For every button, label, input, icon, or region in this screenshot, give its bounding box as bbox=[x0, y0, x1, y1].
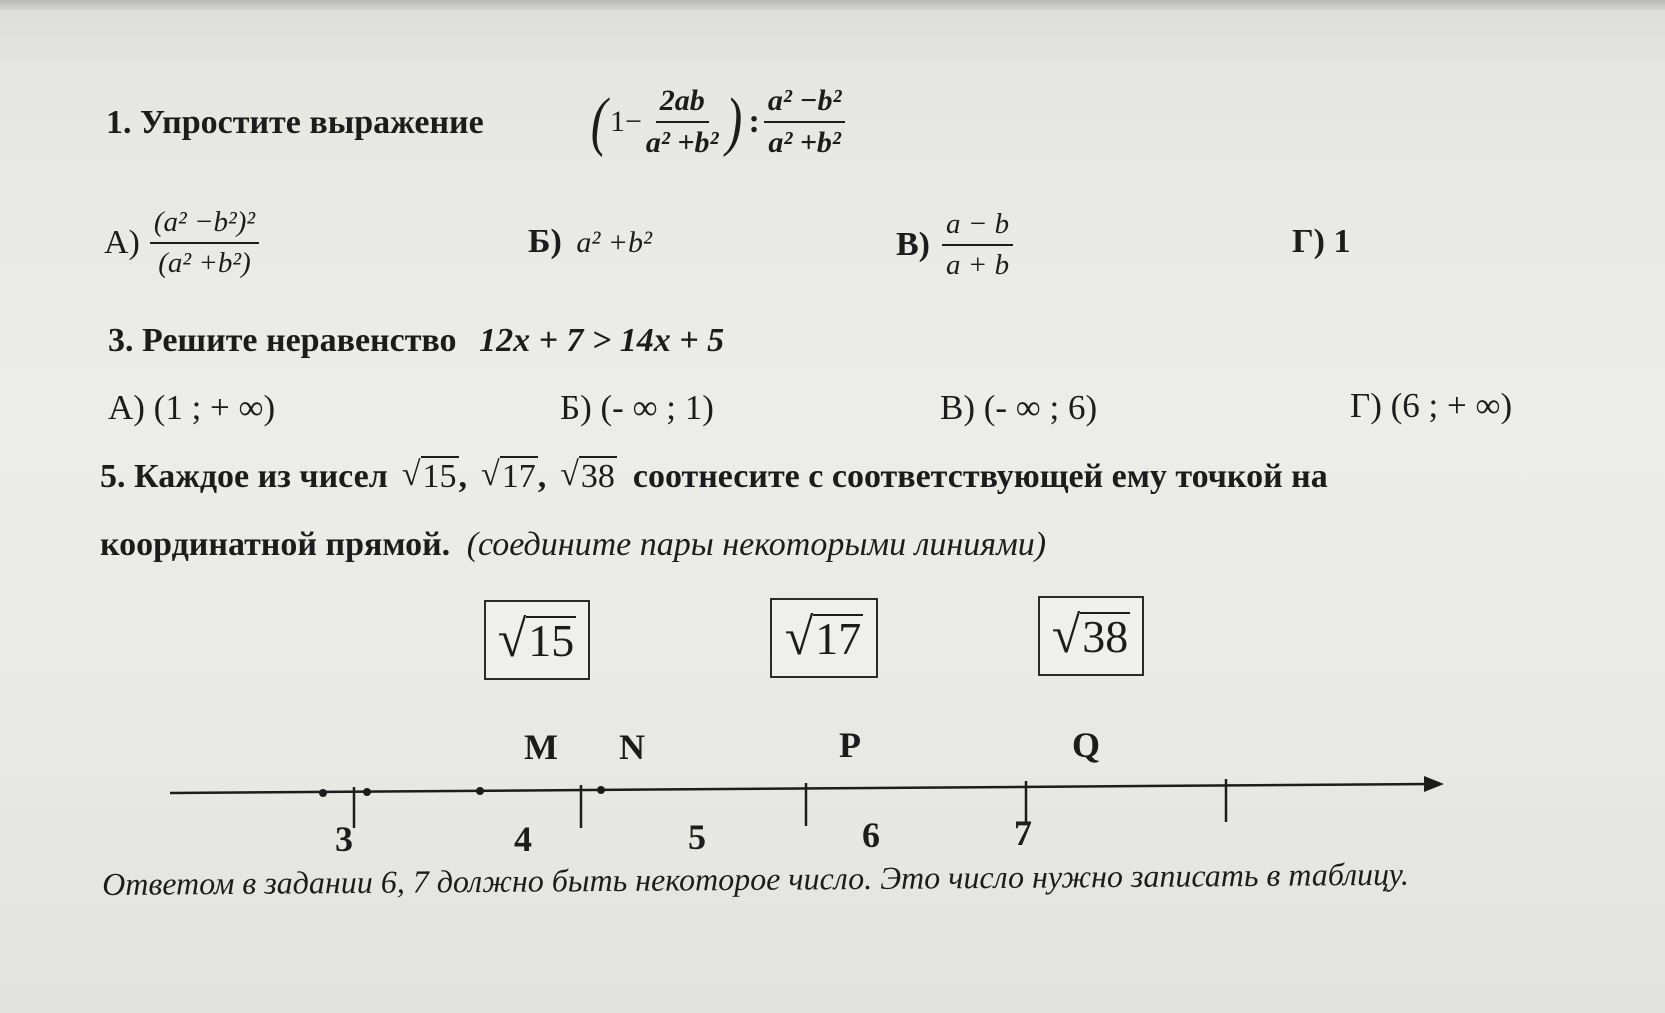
root-box-38-value: 38 bbox=[1082, 611, 1129, 662]
answer-a-label: А) bbox=[104, 224, 140, 261]
one-minus: 1− bbox=[609, 105, 642, 138]
task3-answer-v: В) (- ∞ ; 6) bbox=[940, 388, 1098, 427]
footer-note: Ответом в задании 6, 7 должно быть некоторое число. Это число нужно записать в таблицу. bbox=[102, 855, 1409, 902]
sqrt-icon: √ bbox=[784, 609, 814, 666]
left-paren: ( bbox=[590, 85, 608, 158]
point-label-p: P bbox=[839, 725, 861, 765]
answer-v-label: В) bbox=[896, 226, 930, 263]
root-box-15-value: 15 bbox=[528, 615, 575, 666]
answer-v-denominator: a + b bbox=[946, 249, 1010, 281]
tick-label-4: 4 bbox=[514, 819, 532, 859]
answer-a-denominator: (a² +b²) bbox=[158, 247, 251, 279]
task3-answer-g: Г) (6 ; + ∞) bbox=[1350, 386, 1513, 425]
answer-v-numerator: a − b bbox=[942, 208, 1013, 246]
dot-1 bbox=[319, 789, 327, 797]
task3-inequality: 12x + 7 > 14x + 5 bbox=[479, 322, 725, 359]
fraction-2ab-denominator: a² +b² bbox=[645, 126, 719, 159]
point-label-q: Q bbox=[1072, 725, 1101, 765]
fraction-2ab-numerator: 2ab bbox=[656, 84, 709, 123]
point-label-m: M bbox=[524, 727, 558, 767]
point-label-n: N bbox=[619, 727, 645, 767]
fraction-second-denominator: a² +b² bbox=[768, 126, 841, 159]
inline-root-17-value: 17 bbox=[501, 458, 536, 495]
sqrt-icon: √ bbox=[1051, 607, 1081, 664]
task1-label: 1. Упростите выражение bbox=[106, 104, 484, 141]
task5-line1-end: соотнесите с соответствующей ему точкой на bbox=[632, 458, 1328, 495]
task3-label: 3. Решите неравенство bbox=[108, 322, 457, 359]
inline-root-38-value: 38 bbox=[580, 458, 615, 495]
sqrt-icon: √ bbox=[401, 456, 421, 493]
dot-2 bbox=[363, 788, 371, 796]
root-box-17-value: 17 bbox=[815, 613, 862, 664]
tick-label-6: 6 bbox=[862, 815, 880, 855]
tick-label-3: 3 bbox=[335, 819, 353, 859]
sqrt-icon: √ bbox=[497, 611, 527, 668]
dot-3 bbox=[476, 787, 484, 795]
axis-line bbox=[170, 784, 1428, 793]
comma: , bbox=[537, 458, 547, 495]
dot-4 bbox=[597, 786, 605, 794]
task5-line1-start: 5. Каждое из чисел bbox=[100, 458, 388, 495]
sqrt-icon: √ bbox=[481, 456, 500, 493]
task3-answer-a: А) (1 ; + ∞) bbox=[108, 388, 276, 427]
inline-root-15-value: 15 bbox=[422, 458, 457, 495]
answer-g: Г) 1 bbox=[1292, 223, 1351, 260]
fraction-second-numerator: a² −b² bbox=[764, 84, 846, 123]
task5-line2-italic: (соедините пары некоторыми линиями) bbox=[466, 526, 1047, 563]
answer-b-label: Б) bbox=[528, 223, 562, 260]
answer-b-expression: a² +b² bbox=[576, 226, 653, 259]
axis-arrow-icon bbox=[1424, 776, 1444, 792]
tick-label-5: 5 bbox=[688, 817, 706, 857]
task5-line2-bold: координатной прямой. bbox=[100, 526, 451, 563]
comma: , bbox=[458, 458, 468, 495]
sqrt-icon: √ bbox=[560, 456, 579, 493]
answer-a-numerator: (a² −b²)² bbox=[150, 206, 259, 244]
task3-answer-b: Б) (- ∞ ; 1) bbox=[560, 388, 714, 427]
tick-label-7: 7 bbox=[1014, 813, 1032, 853]
right-paren: ) bbox=[725, 85, 742, 158]
division-sign: : bbox=[748, 103, 760, 140]
